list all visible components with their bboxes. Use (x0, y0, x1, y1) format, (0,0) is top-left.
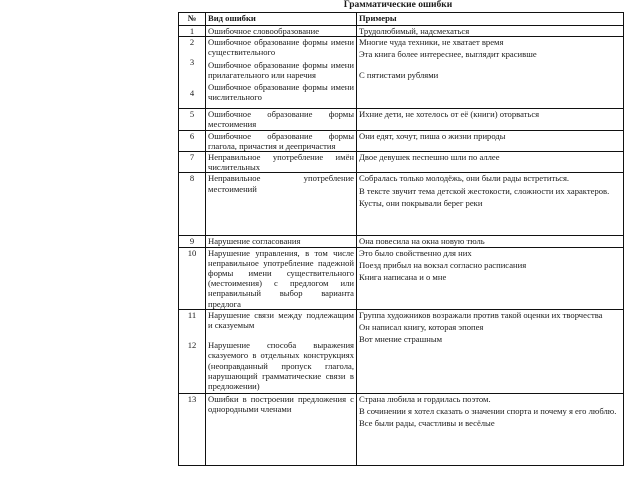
row-example-text: Трудолюбимый, надсмехаться (359, 26, 470, 36)
row-type (206, 247, 357, 309)
row-example-text: Это было свойственно для них (359, 247, 472, 258)
row-example-text: Многие чуда техники, не хватает время (359, 37, 504, 48)
row-num-value: 6 (189, 130, 195, 141)
row-type-text: Неправильное употребление имён числительных (208, 152, 354, 173)
row-type-text: Ошибочное образование формы имени прилагательного или наречия (208, 59, 354, 80)
row-example-text: Двое девушек песпешно шли по аллее (359, 152, 500, 163)
row-example-text: Ихние дети, не хотелось от её (книги) оторваться (359, 109, 540, 120)
row-type-text: Неправильное употребление местоимений (208, 173, 354, 194)
header-row (179, 13, 624, 26)
row-example-text: В тексте звучит тема детской жестокости, сложности их характеров. (359, 185, 610, 196)
row-examples (357, 152, 624, 173)
row-num-value: 8 (189, 173, 195, 184)
row-example-text: Все были рады, счастливы и весёлые (359, 418, 495, 429)
row-type (206, 109, 357, 130)
row-type-text: Нарушение управления, в том числе неправильное употребление падежной формы имени существительного (местоимения) с предлогом или неправильный выбор варианта предлога (208, 247, 354, 309)
table-row (179, 152, 624, 173)
row-example-text: Книга написана и о мне (359, 272, 447, 283)
errors-table (178, 12, 624, 466)
row-num (179, 130, 206, 151)
header-examples: Примеры (357, 13, 624, 26)
row-example-text: Группа художников возражали против такой оценки их творчества (359, 309, 603, 320)
row-examples (357, 130, 624, 151)
row-num-value: 12 (187, 340, 197, 351)
table-row (179, 109, 624, 130)
document-page (178, 0, 618, 480)
table-row (179, 236, 624, 247)
row-type-text: Нарушение связи между подлежащим и сказуемым (208, 309, 354, 331)
row-num-value: 5 (189, 109, 195, 120)
row-num-value: 7 (189, 152, 195, 163)
table-row (179, 309, 624, 393)
row-example-text: Он написал книгу, которая эпопея (359, 322, 484, 333)
table-row (179, 173, 624, 236)
row-num (179, 109, 206, 130)
row-example-text: Собралась только молодёжь, они были рады встретиться. (359, 173, 570, 184)
row-num-value: 3 (189, 57, 195, 68)
row-type-text: Ошибочное словообразование (208, 26, 320, 36)
row-example-text: В сочинении я хотел сказать о значении спорта и почему я его люблю. (359, 406, 617, 417)
table-row (179, 393, 624, 465)
row-type-text: Нарушение согласования (208, 236, 301, 247)
row-type (206, 152, 357, 173)
row-examples (357, 236, 624, 247)
row-example-text: Эта книга более интереснее, выглядит красивше (359, 49, 537, 60)
row-num (179, 152, 206, 173)
row-num-value: 2 (189, 37, 195, 48)
table-row (179, 37, 624, 109)
document-title: Грамматические ошибки (343, 0, 453, 10)
row-num-value: 10 (187, 247, 197, 258)
row-num (179, 247, 206, 309)
row-num-value: 11 (187, 309, 197, 320)
row-num (179, 236, 206, 247)
row-num (179, 309, 206, 393)
row-num-value: 1 (189, 26, 195, 36)
row-example-text: С пятистами рублями (359, 69, 439, 80)
row-type (206, 309, 357, 393)
table-row (179, 26, 624, 37)
row-examples (357, 26, 624, 37)
row-type (206, 393, 357, 465)
header-num: № (179, 13, 206, 26)
row-num (179, 37, 206, 109)
row-examples (357, 393, 624, 465)
row-num-value: 4 (189, 87, 195, 98)
row-type-text: Ошибочное образование формы глагола, причастия и деепричастия (208, 130, 354, 151)
row-type (206, 37, 357, 109)
row-type (206, 173, 357, 236)
row-type (206, 26, 357, 37)
row-type-text: Ошибочное образование формы имени существительного (208, 37, 354, 58)
header-type: Вид ошибки (206, 13, 357, 26)
row-type (206, 236, 357, 247)
table-row (179, 247, 624, 309)
row-num (179, 173, 206, 236)
row-num (179, 26, 206, 37)
row-type-text: Ошибочное образование формы имени числительного (208, 82, 354, 103)
row-num-value: 13 (187, 393, 197, 404)
row-example-text: Кусты, они покрывали берег реки (359, 197, 483, 208)
row-example-text: Они едят, хочут, пиша о жизни природы (359, 130, 506, 141)
row-examples (357, 109, 624, 130)
row-type-text: Ошибки в построении предложения с однородными членами (208, 393, 354, 415)
row-type (206, 130, 357, 151)
row-num (179, 393, 206, 465)
row-type-text: Нарушение способа выражения сказуемого в отдельных конструкциях (неоправданный пропуск глагола, нарушающий грамматические связи в предложении) (208, 340, 354, 392)
row-examples (357, 309, 624, 393)
row-example-text: Вот мнение страшным (359, 334, 443, 345)
row-example-text: Страна любила и гордилась поэтом. (359, 393, 491, 404)
row-example-text: Она повесила на окна новую тюль (359, 236, 485, 247)
row-type-text: Ошибочное образование формы местоимения (208, 109, 354, 130)
row-examples (357, 247, 624, 309)
row-examples (357, 173, 624, 236)
row-num-value: 9 (189, 236, 195, 247)
row-examples (357, 37, 624, 109)
table-row (179, 130, 624, 151)
row-example-text: Поезд прибыл на вокзал согласно расписания (359, 259, 527, 270)
